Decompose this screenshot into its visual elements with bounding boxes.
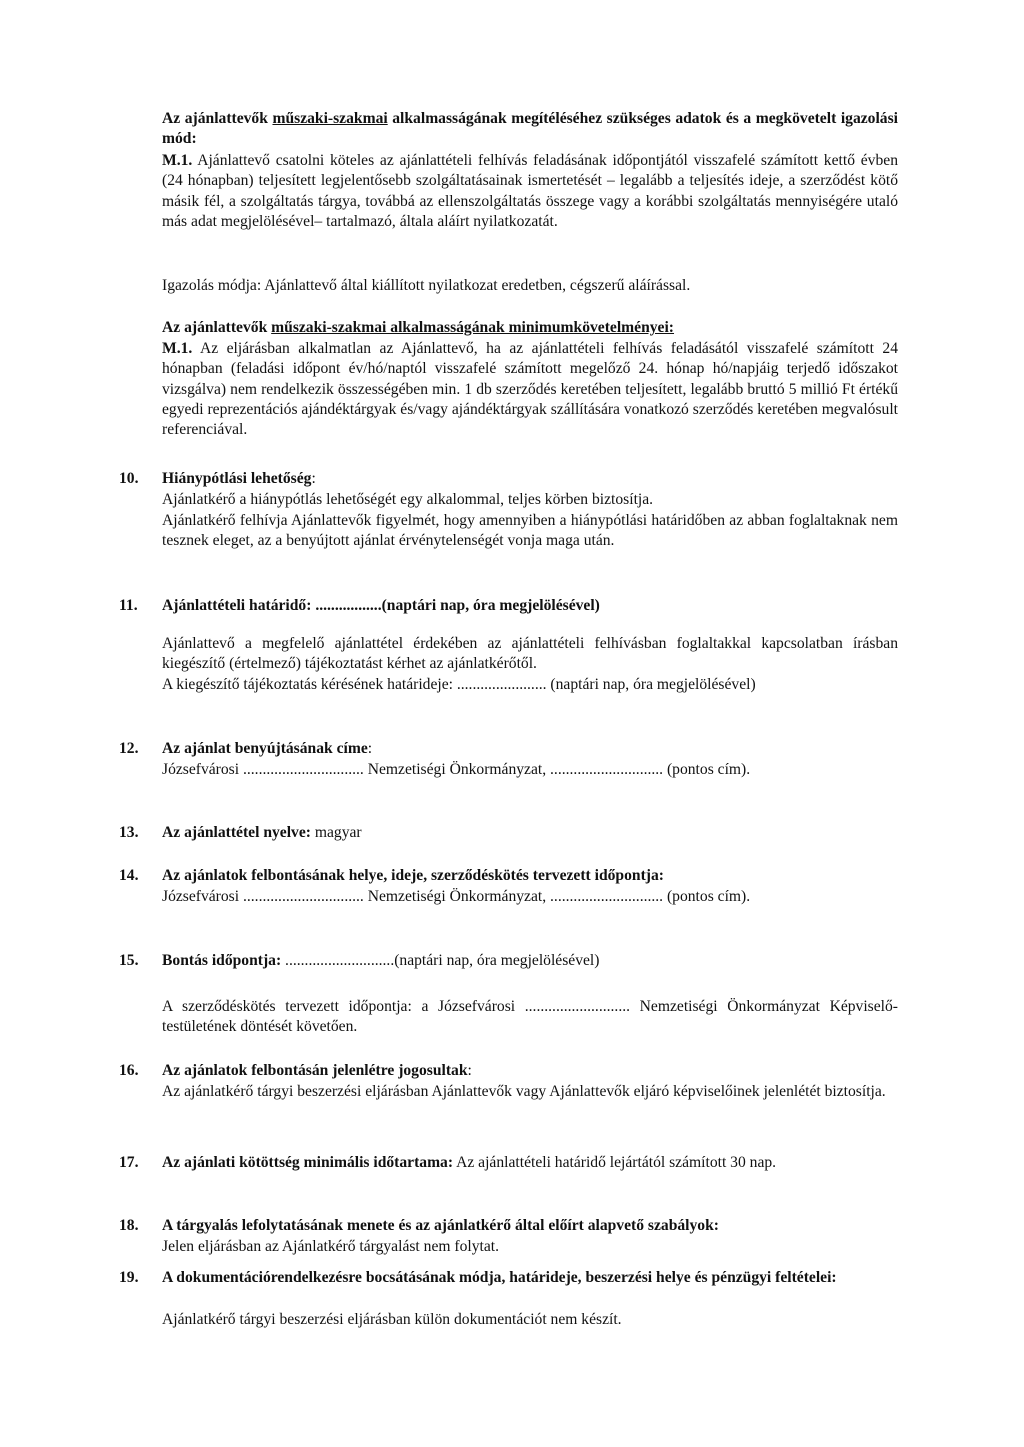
minimum-m1-label: M.1. [162, 340, 193, 357]
section-11-paragraph-2: A kiegészítő tájékoztatás kérésének határideje: ....................... (naptári nap, óra megjelölésével) [162, 676, 756, 693]
requirements-heading [162, 109, 898, 150]
section-15-title: Bontás időpontja: [162, 952, 282, 969]
section-13-title: Az ajánlattétel nyelve: [162, 824, 311, 841]
section-12-colon: : [367, 740, 373, 757]
section-19-paragraph: Ajánlatkérő tárgyi beszerzési eljárásban külön dokumentációt nem készít. [162, 1311, 622, 1328]
section-14-address: Józsefvárosi ............................... Nemzetiségi Önkormányzat, ............................. (pontos cím). [162, 888, 751, 905]
section-15-rest: ............................(naptári nap, óra megjelölésével) [281, 952, 600, 969]
requirements-heading-part3: alkalmasságának megítéléséhez szükséges adatok és a megkövetelt igazolási mód: [162, 110, 898, 148]
section-17-rest: Az ajánlattételi határidő lejártától számított 30 nap. [453, 1154, 777, 1171]
section-14-title: Az ajánlatok felbontásának helye, ideje, szerződéskötés tervezett időpontja: [162, 867, 664, 884]
section-10-paragraph-2: Ajánlatkérő felhívja Ajánlattevők figyelmét, hogy amennyiben a hiánypótlási határidőben az abban foglaltaknak nem tesznek eleget, az a benyújtott ajánlat érvénytelenségét vonja maga után. [162, 512, 898, 550]
section-16-title-text: Az ajánlatok felbontásán jelenlétre jogosultak [162, 1062, 468, 1079]
section-19-number: 19. [119, 1269, 139, 1286]
section-12-number: 12. [119, 740, 139, 757]
section-10-title [162, 469, 898, 489]
section-12-title-text: Az ajánlat benyújtásának címe [162, 740, 368, 757]
proof-method: Igazolás módja: Ajánlattevő által kiállított nyilatkozat eredetben, cégszerű aláírással. [162, 277, 691, 294]
section-12-address: Józsefvárosi ............................... Nemzetiségi Önkormányzat, ............................. (pontos cím). [162, 761, 751, 778]
section-13-line [162, 823, 898, 843]
requirements-heading-part1: Az ajánlattevők [162, 110, 273, 127]
section-13-value: magyar [310, 824, 362, 841]
section-10-colon: : [311, 470, 316, 487]
minimum-heading-underlined: műszaki-szakmai alkalmasságának minimumkövetelményei: [271, 319, 675, 336]
section-10-title-text: Hiánypótlási lehetőség [162, 470, 312, 487]
section-15-number: 15. [119, 952, 139, 969]
minimum-heading-part1: Az ajánlattevők [162, 319, 272, 336]
section-17-number: 17. [119, 1154, 139, 1171]
requirement-m1-label: M.1. [162, 152, 193, 169]
minimum-requirements-heading [162, 318, 898, 338]
section-15-paragraph: A szerződéskötés tervezett időpontja: a Józsefvárosi ........................... Nemzetiségi Önkormányzat Képviselő-testületének döntését követően. [162, 998, 898, 1036]
section-16-colon: : [467, 1062, 472, 1079]
section-11-title-text: Ajánlattételi határidő [162, 597, 307, 614]
section-17-line [162, 1153, 898, 1173]
section-14-number: 14. [119, 867, 139, 884]
section-17-title: Az ajánlati kötöttség minimális időtartama: [162, 1154, 454, 1171]
requirements-heading-underlined: műszaki-szakmai [272, 110, 388, 127]
minimum-m1 [162, 339, 898, 440]
section-16-number: 16. [119, 1062, 139, 1079]
section-18-paragraph: Jelen eljárásban az Ajánlatkérő tárgyalást nem folytat. [162, 1238, 500, 1255]
requirement-m1 [162, 151, 898, 232]
section-15-line [162, 951, 898, 971]
section-18-number: 18. [119, 1217, 139, 1234]
section-11-title [162, 596, 898, 616]
minimum-m1-text: Az eljárásban alkalmatlan az Ajánlattevő, ha az ajánlattételi felhívás feladásától visszafelé számított 24 hónapban (feladási időpont év/hó/naptól visszafelé számított megelőző 24. hónap hó/napjáig terjedő időszakot vizsgálva) nem rendelkezik összességében min. 1 db szerződés keretében teljesített, legalább bruttó 5 millió Ft értékű egyedi reprezentációs ajándéktárgyak és/vagy ajándéktárgyak szállítására vonatkozó szerződés keretében megvalósult referenciával. [162, 340, 898, 439]
requirement-m1-text: Ajánlattevő csatolni köteles az ajánlattételi felhívás feladásának időpontjától visszafelé számított kettő évben (24 hónapban) teljesített legjelentősebb szolgáltatásainak ismertetését – legalább a teljesítés ideje, a szerződést kötő másik fél, a szolgáltatás tárgya, továbbá az ellenszolgáltatás összege vagy a korábbi szolgáltatás mennyiségére utaló más adat megjelölésével– tartalmazó, általa aláírt nyilatkozatát. [162, 152, 898, 230]
section-16-title [162, 1061, 898, 1081]
section-11-number: 11. [119, 597, 138, 614]
section-11-title-rest: : .................(naptári nap, óra megjelölésével) [306, 597, 600, 614]
section-10-paragraph-1: Ajánlatkérő a hiánypótlás lehetőségét egy alkalommal, teljes körben biztosítja. [162, 491, 654, 508]
section-12-title [162, 739, 898, 759]
section-13-number: 13. [119, 824, 139, 841]
section-19-title: A dokumentációrendelkezésre bocsátásának módja, határideje, beszerzési helye és pénzügyi feltételei: [162, 1269, 837, 1286]
section-10-number: 10. [119, 470, 139, 487]
section-18-title: A tárgyalás lefolytatásának menete és az ajánlatkérő által előírt alapvető szabályok: [162, 1217, 719, 1234]
section-11-paragraph-1: Ajánlattevő a megfelelő ajánlattétel érdekében az ajánlattételi felhívásban foglaltakkal kapcsolatban írásban kiegészítő (értelmező) tájékoztatást kérhet az ajánlatkérőtől. [162, 635, 898, 673]
section-16-paragraph: Az ajánlatkérő tárgyi beszerzési eljárásban Ajánlattevők vagy Ajánlattevők eljáró képviselőinek jelenlétét biztosítja. [162, 1083, 886, 1100]
